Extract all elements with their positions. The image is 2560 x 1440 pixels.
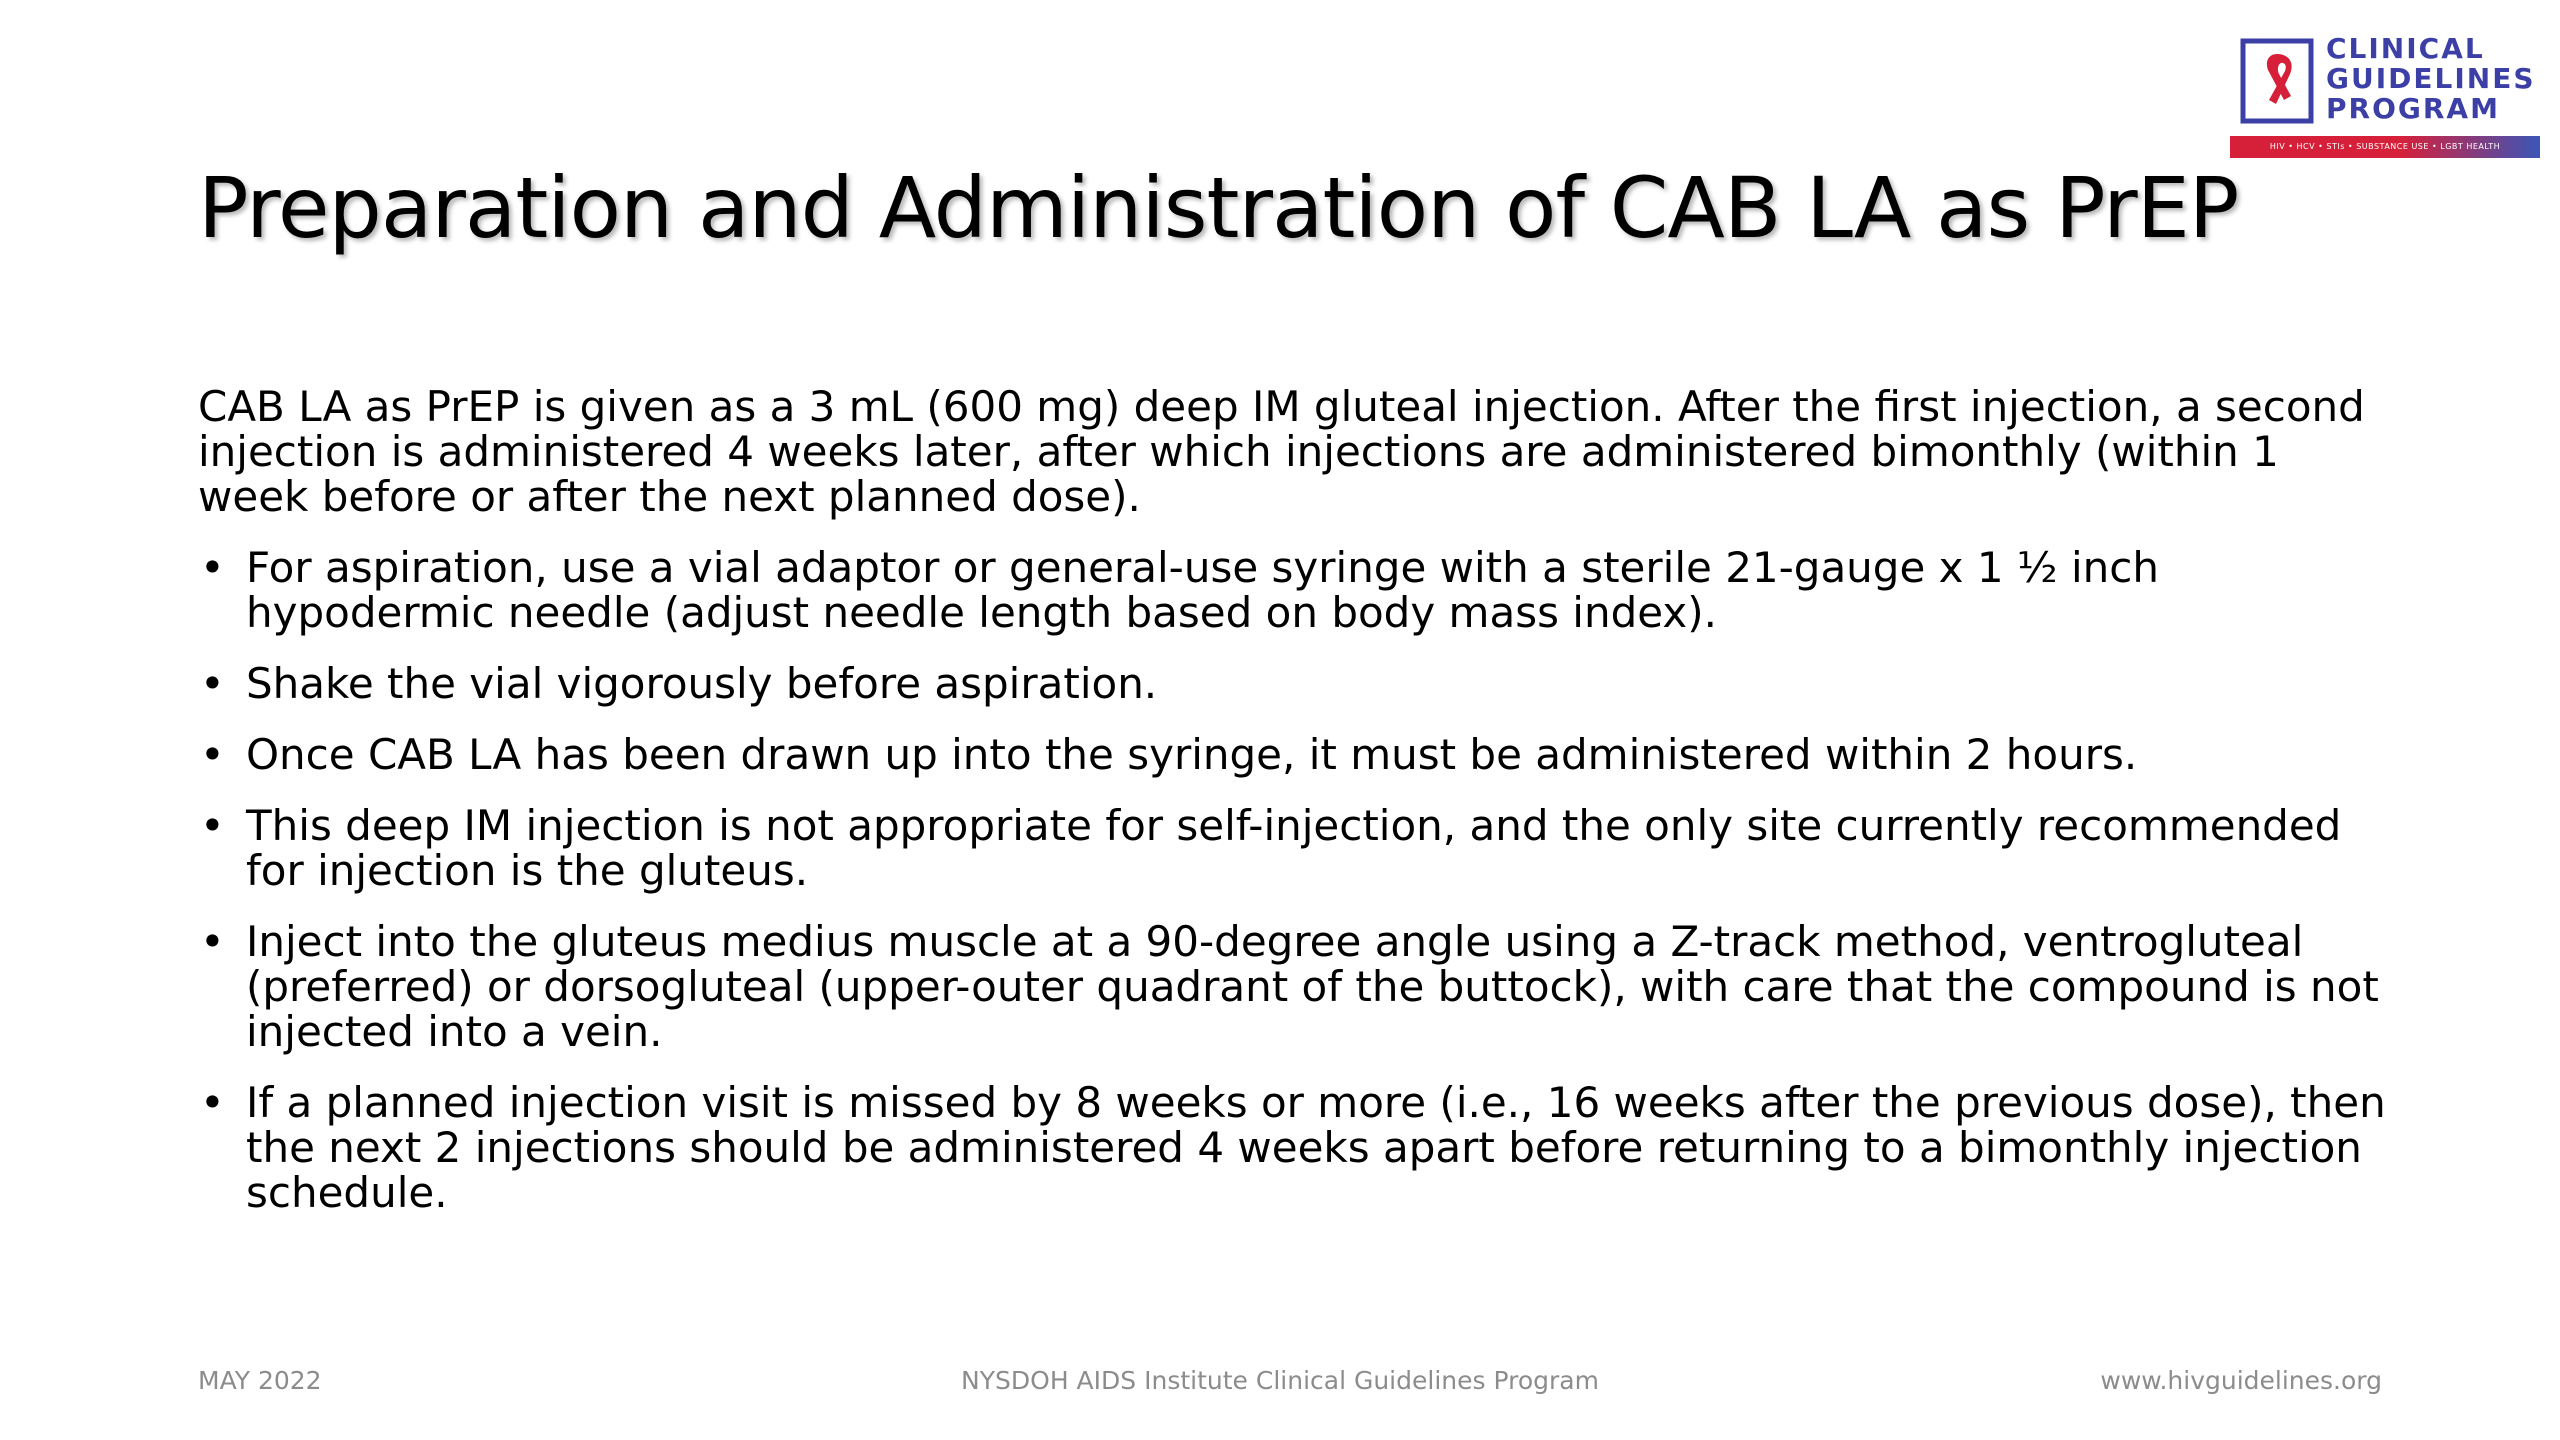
logo-line-3: PROGRAM <box>2326 92 2500 125</box>
slide-body <box>198 384 2398 1241</box>
bullet-text: For aspiration, use a vial adaptor or general-use syringe with a sterile 21-gauge x 1 ½ inch hypodermic needle (adjust needle length based on body mass index). <box>246 543 2159 637</box>
bullet-point-icon: • <box>200 659 225 708</box>
logo-line-2: GUIDELINES <box>2326 62 2536 95</box>
clinical-guidelines-logo <box>2230 32 2540 162</box>
bullet-item <box>198 732 2398 777</box>
bullet-item <box>198 661 2398 706</box>
bullet-text: This deep IM injection is not appropriate for self-injection, and the only site currently recommended for injection is the gluteus. <box>246 801 2342 895</box>
bullet-item <box>198 919 2398 1054</box>
bullet-text: Inject into the gluteus medius muscle at a 90-degree angle using a Z-track method, ventrogluteal (preferred) or dorsogluteal (upper-outer quadrant of the buttock), with care that the compound is not injected into a vein. <box>246 917 2379 1056</box>
bullet-text: Shake the vial vigorously before aspiration. <box>246 659 1158 708</box>
footer-program: NYSDOH AIDS Institute Clinical Guidelines Program <box>961 1366 1599 1395</box>
bullet-text: If a planned injection visit is missed by 8 weeks or more (i.e., 16 weeks after the previous dose), then the next 2 injections should be administered 4 weeks apart before returning to a bimonthly injection schedule. <box>246 1078 2386 1217</box>
bullet-point-icon: • <box>200 801 225 850</box>
red-ribbon-icon <box>2240 38 2314 124</box>
footer-url[interactable]: www.hivguidelines.org <box>2100 1366 2382 1395</box>
logo-line-1: CLINICAL <box>2326 32 2485 65</box>
footer-date: MAY 2022 <box>198 1366 322 1395</box>
bullet-point-icon: • <box>200 543 225 592</box>
intro-paragraph: CAB LA as PrEP is given as a 3 mL (600 mg) deep IM gluteal injection. After the first injection, a second injection is administered 4 weeks later, after which injections are administered bimonthly (within 1 week before or after the next planned dose). <box>198 382 2365 521</box>
bullet-item <box>198 1080 2398 1215</box>
bullet-list <box>198 545 2398 1215</box>
logo-tagline: HIV • HCV • STIs • SUBSTANCE USE • LGBT HEALTH <box>2230 136 2540 158</box>
bullet-text: Once CAB LA has been drawn up into the syringe, it must be administered within 2 hours. <box>246 730 2138 779</box>
bullet-item <box>198 545 2398 635</box>
bullet-point-icon: • <box>200 730 225 779</box>
bullet-point-icon: • <box>200 917 225 966</box>
slide-title: Preparation and Administration of CAB LA as PrEP <box>198 159 2239 257</box>
bullet-point-icon: • <box>200 1078 225 1127</box>
bullet-item <box>198 803 2398 893</box>
logo-wordmark <box>2326 34 2536 124</box>
